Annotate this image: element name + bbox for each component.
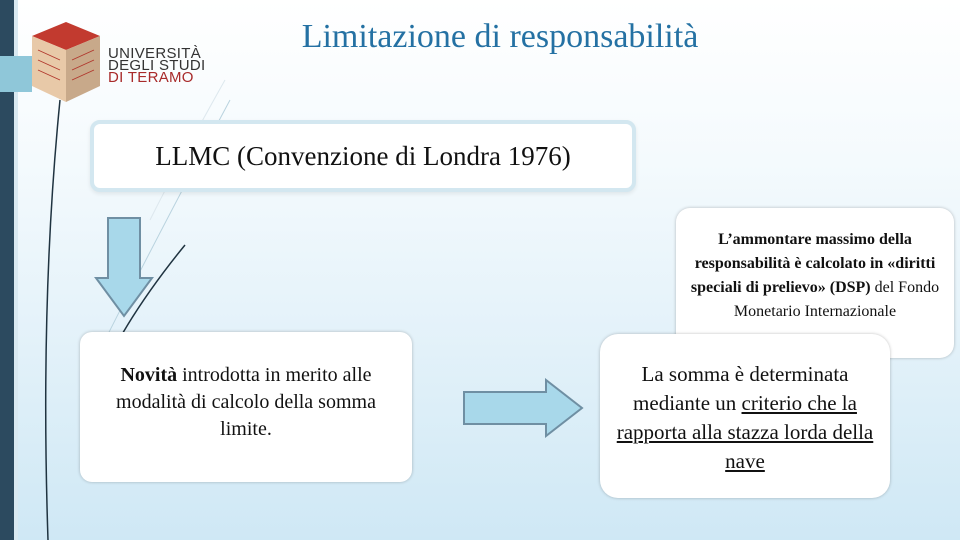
down-arrow-icon xyxy=(94,216,154,320)
logo-line-3: DI TERAMO xyxy=(108,69,194,86)
dsp-normal-text: del Fondo Monetario Internazionale xyxy=(733,279,940,320)
novita-bold-text: Novità xyxy=(120,364,178,386)
university-logo xyxy=(28,20,218,110)
llmc-box xyxy=(90,120,636,192)
dsp-bold-text: L’ammontare massimo della responsabilità è calcolato in «diritti speciali di prelievo» (DSP) xyxy=(690,231,936,296)
slide-title: Limitazione di responsabilità xyxy=(301,18,699,55)
novita-box xyxy=(80,332,412,482)
llmc-text: LLMC (Convenzione di Londra 1976) xyxy=(155,140,571,171)
somma-normal-text: La somma è determinata mediante un xyxy=(633,362,849,415)
logo-line-2: DEGLI STUDI xyxy=(108,57,206,74)
somma-underlined-text: criterio che la rapporta alla stazza lorda della nave xyxy=(616,391,874,473)
novita-normal-text: introdotta in merito alle modalità di calcolo della somma limite. xyxy=(116,364,376,440)
right-arrow-icon xyxy=(462,378,586,438)
somma-box xyxy=(600,334,890,498)
logo-line-1: UNIVERSITÀ xyxy=(108,45,202,62)
logo-wordmark xyxy=(108,45,206,86)
logo-cube-icon xyxy=(28,20,104,104)
